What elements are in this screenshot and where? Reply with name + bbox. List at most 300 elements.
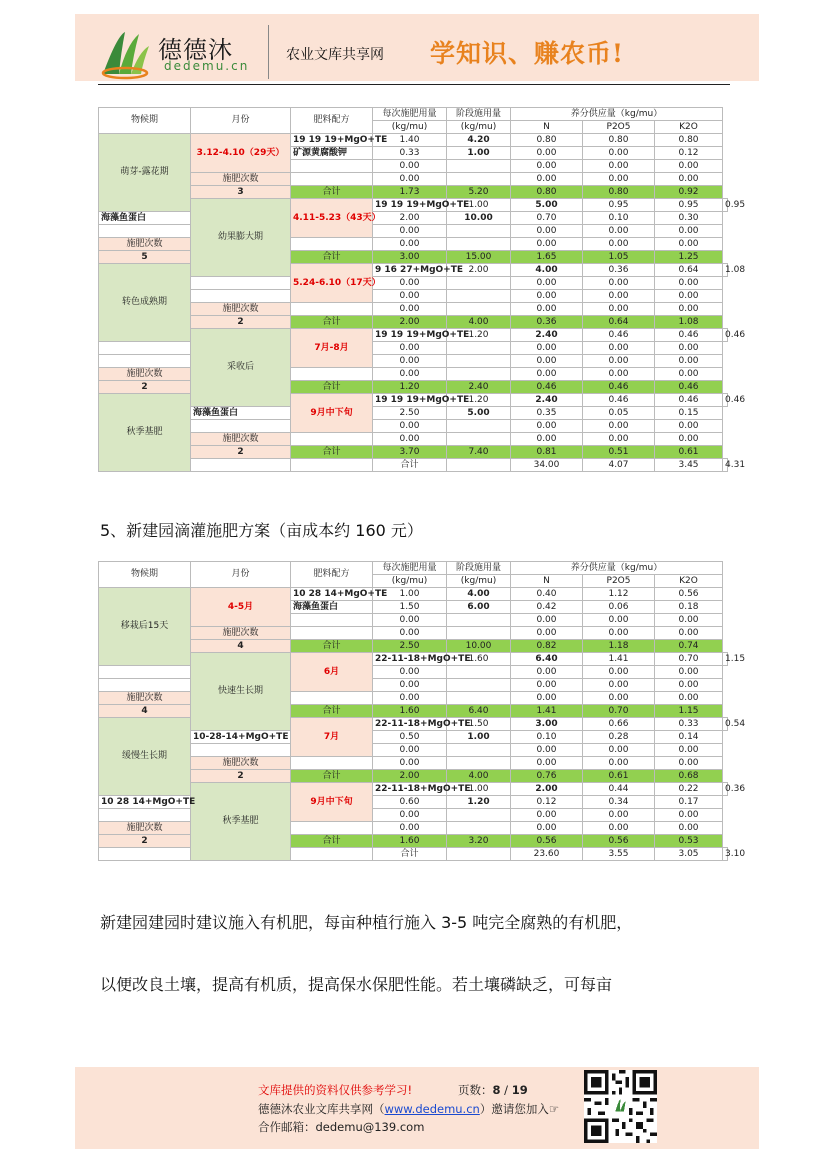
subtotal-row bbox=[99, 316, 728, 329]
subtotal-row bbox=[99, 446, 728, 459]
application-count-label: 施肥次数 bbox=[191, 433, 291, 446]
formula-cell bbox=[291, 433, 373, 446]
k2o-cell: 0.00 bbox=[655, 744, 723, 757]
grand-total-per-application bbox=[447, 848, 511, 861]
subtotal-n: 1.41 bbox=[511, 705, 583, 718]
col-header-nutrient: 养分供应量（kg/mu） bbox=[511, 108, 723, 121]
col-header-nutrient: 养分供应量（kg/mu） bbox=[511, 562, 723, 575]
subtotal-k2o: 1.15 bbox=[655, 705, 723, 718]
per-application-cell: 0.00 bbox=[373, 238, 447, 251]
subtotal-label: 合计 bbox=[291, 640, 373, 653]
table-row bbox=[99, 329, 728, 342]
per-application-cell: 1.40 bbox=[373, 134, 447, 147]
table-header-row bbox=[99, 108, 728, 121]
formula-cell bbox=[291, 627, 373, 640]
formula-cell bbox=[191, 744, 291, 757]
subtotal-label: 合计 bbox=[291, 251, 373, 264]
stage-cell: 快速生长期 bbox=[191, 653, 291, 731]
stage-amount-cell: 3.00 bbox=[511, 718, 583, 731]
stage-cell: 移栽后15天 bbox=[99, 588, 191, 666]
subtotal-n: 0.46 bbox=[511, 381, 583, 394]
subtotal-n: 0.76 bbox=[511, 770, 583, 783]
formula-cell: 19 19 19+MgO+TE bbox=[291, 134, 373, 147]
per-application-cell: 1.60 bbox=[447, 653, 511, 666]
application-count-value: 2 bbox=[99, 381, 191, 394]
subtotal-per-application: 1.60 bbox=[373, 835, 447, 848]
p2o5-cell: 0.00 bbox=[583, 744, 655, 757]
grand-total-n: 3.55 bbox=[583, 848, 655, 861]
formula-cell: 22-11-18+MgO+TE bbox=[373, 653, 447, 666]
table-row bbox=[99, 433, 728, 446]
subtotal-p2o5: 0.64 bbox=[583, 316, 655, 329]
p2o5-cell: 0.00 bbox=[583, 290, 655, 303]
k2o-cell: 0.00 bbox=[655, 433, 723, 446]
subtotal-n: 0.56 bbox=[511, 835, 583, 848]
grand-total-p2o5: 3.45 bbox=[655, 459, 723, 472]
subtotal-label: 合计 bbox=[291, 381, 373, 394]
p2o5-cell: 0.00 bbox=[583, 433, 655, 446]
p2o5-cell: 0.00 bbox=[583, 614, 655, 627]
subtotal-stage-amount: 10.00 bbox=[447, 640, 511, 653]
formula-cell: 矿源黄腐酸钾 bbox=[291, 147, 373, 160]
footer-email: 合作邮箱：dedemu@139.com bbox=[258, 1120, 425, 1134]
n-cell: 0.00 bbox=[511, 290, 583, 303]
k2o-cell: 0.30 bbox=[655, 212, 723, 225]
per-application-cell: 0.00 bbox=[373, 666, 447, 679]
n-cell: 0.00 bbox=[511, 147, 583, 160]
k2o-cell: 0.00 bbox=[655, 355, 723, 368]
stage-amount-cell: 1.20 bbox=[447, 796, 511, 809]
application-count-value: 3 bbox=[191, 186, 291, 199]
formula-cell bbox=[191, 290, 291, 303]
formula-cell: 19 19 19+MgO+TE bbox=[373, 329, 447, 342]
k2o-cell: 0.00 bbox=[655, 238, 723, 251]
p2o5-cell: 0.33 bbox=[655, 718, 723, 731]
n-cell: 0.40 bbox=[511, 588, 583, 601]
p2o5-cell: 0.00 bbox=[583, 160, 655, 173]
n-cell: 0.00 bbox=[511, 225, 583, 238]
n-cell: 0.44 bbox=[583, 783, 655, 796]
n-cell: 0.35 bbox=[511, 407, 583, 420]
stage-amount-cell: 5.00 bbox=[447, 407, 511, 420]
n-cell: 0.00 bbox=[511, 420, 583, 433]
stage-amount-cell bbox=[447, 822, 511, 835]
col-header-stage: 物候期 bbox=[99, 562, 191, 588]
n-cell: 0.00 bbox=[511, 303, 583, 316]
n-cell: 0.00 bbox=[511, 627, 583, 640]
k2o-cell: 0.14 bbox=[655, 731, 723, 744]
header-divider bbox=[268, 25, 269, 79]
formula-cell bbox=[291, 692, 373, 705]
subtotal-stage-amount: 4.00 bbox=[447, 316, 511, 329]
formula-cell bbox=[291, 757, 373, 770]
k2o-cell: 0.00 bbox=[655, 225, 723, 238]
formula-cell bbox=[99, 666, 191, 679]
per-application-cell: 0.00 bbox=[373, 679, 447, 692]
n-cell: 0.00 bbox=[511, 822, 583, 835]
per-application-cell: 2.00 bbox=[373, 212, 447, 225]
stage-amount-cell bbox=[447, 173, 511, 186]
stage-amount-cell: 2.40 bbox=[511, 329, 583, 342]
subtotal-per-application: 3.00 bbox=[373, 251, 447, 264]
p2o5-cell: 0.10 bbox=[583, 212, 655, 225]
application-count-label: 施肥次数 bbox=[191, 173, 291, 186]
subtotal-row bbox=[99, 770, 728, 783]
brand-domain: dedemu.cn bbox=[164, 59, 250, 73]
k2o-cell: 0.00 bbox=[655, 692, 723, 705]
subtotal-p2o5: 0.61 bbox=[583, 770, 655, 783]
n-cell: 0.66 bbox=[583, 718, 655, 731]
subtotal-k2o: 0.92 bbox=[655, 186, 723, 199]
k2o-cell: 0.00 bbox=[655, 614, 723, 627]
stage-amount-cell: 2.00 bbox=[511, 783, 583, 796]
n-cell: 0.00 bbox=[511, 614, 583, 627]
footer-page-number: 页数：8 / 19 bbox=[458, 1083, 528, 1097]
n-cell: 0.00 bbox=[511, 692, 583, 705]
application-count-value: 4 bbox=[191, 640, 291, 653]
p2o5-cell: 0.22 bbox=[655, 783, 723, 796]
application-count-label: 施肥次数 bbox=[99, 368, 191, 381]
header-rule bbox=[98, 84, 730, 85]
application-count-value: 2 bbox=[99, 835, 191, 848]
p2o5-cell: 0.70 bbox=[655, 653, 723, 666]
application-count-value: 2 bbox=[191, 770, 291, 783]
subtotal-k2o: 0.61 bbox=[655, 446, 723, 459]
grand-total-k2o: 3.10 bbox=[723, 848, 728, 861]
n-cell: 0.36 bbox=[583, 264, 655, 277]
per-application-cell: 0.33 bbox=[373, 147, 447, 160]
application-count-label: 施肥次数 bbox=[191, 303, 291, 316]
k2o-cell: 0.15 bbox=[655, 407, 723, 420]
formula-cell bbox=[291, 614, 373, 627]
table-row bbox=[99, 796, 728, 809]
subtotal-p2o5: 0.56 bbox=[583, 835, 655, 848]
subtotal-row bbox=[99, 186, 728, 199]
subtotal-p2o5: 0.70 bbox=[583, 705, 655, 718]
subtotal-n: 0.36 bbox=[511, 316, 583, 329]
subtotal-k2o: 0.74 bbox=[655, 640, 723, 653]
table-row bbox=[99, 290, 728, 303]
per-application-cell: 0.00 bbox=[373, 757, 447, 770]
subtotal-stage-amount: 15.00 bbox=[447, 251, 511, 264]
k2o-cell: 0.00 bbox=[655, 303, 723, 316]
stage-amount-cell bbox=[447, 679, 511, 692]
table-row bbox=[99, 588, 728, 601]
footer-site-link[interactable]: www.dedemu.cn bbox=[384, 1102, 480, 1116]
per-application-cell: 0.00 bbox=[373, 355, 447, 368]
per-application-cell: 1.20 bbox=[447, 329, 511, 342]
subtotal-p2o5: 0.80 bbox=[583, 186, 655, 199]
subtotal-p2o5: 1.18 bbox=[583, 640, 655, 653]
p2o5-cell: 0.00 bbox=[583, 355, 655, 368]
n-cell: 0.00 bbox=[511, 160, 583, 173]
p2o5-cell: 0.00 bbox=[583, 277, 655, 290]
subtotal-stage-amount: 5.20 bbox=[447, 186, 511, 199]
grand-total-spacer bbox=[291, 848, 373, 861]
paragraph-line-2: 以便改良土壤，提高有机质，提高保水保肥性能。若土壤磷缺乏，可每亩 bbox=[100, 975, 613, 994]
stage-amount-cell: 5.00 bbox=[511, 199, 583, 212]
n-cell: 0.00 bbox=[511, 744, 583, 757]
k2o-cell: 0.00 bbox=[655, 627, 723, 640]
table-row bbox=[99, 199, 728, 212]
n-cell: 0.00 bbox=[511, 433, 583, 446]
k2o-cell: 0.00 bbox=[655, 757, 723, 770]
n-cell: 1.41 bbox=[583, 653, 655, 666]
k2o-cell: 0.46 bbox=[723, 329, 728, 342]
col-header-month: 月份 bbox=[191, 108, 291, 134]
table-row bbox=[99, 420, 728, 433]
month-cell: 7月 bbox=[291, 718, 373, 757]
subtotal-per-application: 1.20 bbox=[373, 381, 447, 394]
application-count-label: 施肥次数 bbox=[99, 238, 191, 251]
p2o5-cell: 0.00 bbox=[583, 692, 655, 705]
n-cell: 0.95 bbox=[583, 199, 655, 212]
col-header-p2o5: P2O5 bbox=[583, 121, 655, 134]
per-application-cell: 1.00 bbox=[447, 199, 511, 212]
k2o-cell: 0.80 bbox=[655, 134, 723, 147]
col-header-n: N bbox=[511, 121, 583, 134]
stage-amount-cell: 1.00 bbox=[447, 147, 511, 160]
k2o-cell: 0.00 bbox=[655, 277, 723, 290]
k2o-cell: 0.36 bbox=[723, 783, 728, 796]
per-application-cell: 0.00 bbox=[373, 277, 447, 290]
per-application-cell: 0.00 bbox=[373, 614, 447, 627]
stage-amount-cell bbox=[447, 355, 511, 368]
table-row bbox=[99, 627, 728, 640]
p2o5-cell: 0.00 bbox=[583, 173, 655, 186]
stage-amount-cell bbox=[447, 303, 511, 316]
n-cell: 0.42 bbox=[511, 601, 583, 614]
formula-cell bbox=[99, 225, 191, 238]
k2o-cell: 0.00 bbox=[655, 342, 723, 355]
table-row bbox=[99, 783, 728, 796]
p2o5-cell: 0.00 bbox=[583, 225, 655, 238]
subtotal-stage-amount: 3.20 bbox=[447, 835, 511, 848]
table-row bbox=[99, 407, 728, 420]
table-header-row bbox=[99, 562, 728, 575]
qr-code-icon bbox=[584, 1070, 657, 1143]
formula-cell bbox=[291, 822, 373, 835]
grand-total-n: 4.07 bbox=[583, 459, 655, 472]
table-row bbox=[99, 277, 728, 290]
section-heading-5: 5、新建园滴灌施肥方案（亩成本约 160 元） bbox=[100, 521, 423, 540]
per-application-cell: 0.00 bbox=[373, 160, 447, 173]
per-application-cell: 1.20 bbox=[447, 394, 511, 407]
table-row bbox=[99, 303, 728, 316]
k2o-cell: 0.00 bbox=[655, 666, 723, 679]
site-name: 农业文库共享网 bbox=[286, 47, 384, 63]
p2o5-cell: 0.28 bbox=[583, 731, 655, 744]
grand-total-spacer bbox=[99, 848, 191, 861]
stage-amount-cell bbox=[447, 433, 511, 446]
p2o5-cell: 0.46 bbox=[655, 329, 723, 342]
subtotal-p2o5: 1.05 bbox=[583, 251, 655, 264]
p2o5-cell: 0.00 bbox=[583, 420, 655, 433]
grand-total-amount: 23.60 bbox=[511, 848, 583, 861]
month-cell: 4-5月 bbox=[191, 588, 291, 627]
formula-cell: 海藻鱼蛋白 bbox=[99, 212, 191, 225]
n-cell: 0.46 bbox=[583, 329, 655, 342]
col-header-per-application: 每次施肥用量 bbox=[373, 562, 447, 575]
per-application-cell: 0.50 bbox=[373, 731, 447, 744]
table-row bbox=[99, 653, 728, 666]
stage-cell: 采收后 bbox=[191, 329, 291, 407]
formula-cell bbox=[99, 342, 191, 355]
k2o-cell: 0.56 bbox=[655, 588, 723, 601]
k2o-cell: 0.00 bbox=[655, 822, 723, 835]
subtotal-label: 合计 bbox=[291, 835, 373, 848]
per-application-cell: 0.00 bbox=[373, 368, 447, 381]
p2o5-cell: 0.34 bbox=[583, 796, 655, 809]
subtotal-p2o5: 0.46 bbox=[583, 381, 655, 394]
subtotal-k2o: 1.25 bbox=[655, 251, 723, 264]
subtotal-row bbox=[99, 640, 728, 653]
p2o5-cell: 0.00 bbox=[583, 303, 655, 316]
k2o-cell: 0.00 bbox=[655, 679, 723, 692]
formula-cell: 海藻鱼蛋白 bbox=[191, 407, 291, 420]
col-header-k2o: K2O bbox=[655, 575, 723, 588]
formula-cell bbox=[291, 160, 373, 173]
subtotal-per-application: 3.70 bbox=[373, 446, 447, 459]
formula-cell bbox=[291, 173, 373, 186]
n-cell: 0.00 bbox=[511, 679, 583, 692]
per-application-cell: 0.00 bbox=[373, 433, 447, 446]
col-header-k2o: K2O bbox=[655, 121, 723, 134]
grand-total-p2o5: 3.05 bbox=[655, 848, 723, 861]
k2o-cell: 0.12 bbox=[655, 147, 723, 160]
formula-cell: 9 16 27+MgO+TE bbox=[373, 264, 447, 277]
p2o5-cell: 0.00 bbox=[583, 822, 655, 835]
grand-total-label: 合计 bbox=[373, 848, 447, 861]
k2o-cell: 0.00 bbox=[655, 173, 723, 186]
n-cell: 0.70 bbox=[511, 212, 583, 225]
stage-cell: 转色成熟期 bbox=[99, 264, 191, 342]
p2o5-cell: 0.00 bbox=[583, 666, 655, 679]
n-cell: 0.00 bbox=[511, 368, 583, 381]
k2o-cell: 0.18 bbox=[655, 601, 723, 614]
stage-cell: 幼果膨大期 bbox=[191, 199, 291, 277]
subtotal-k2o: 0.53 bbox=[655, 835, 723, 848]
per-application-cell: 2.50 bbox=[373, 407, 447, 420]
p2o5-cell: 0.00 bbox=[583, 627, 655, 640]
subtotal-per-application: 2.50 bbox=[373, 640, 447, 653]
stage-amount-cell bbox=[447, 627, 511, 640]
per-application-cell: 1.50 bbox=[447, 718, 511, 731]
formula-cell bbox=[99, 809, 191, 822]
p2o5-cell: 1.12 bbox=[583, 588, 655, 601]
col-header-stage-amount: 阶段施用量 bbox=[447, 562, 511, 575]
k2o-cell: 0.00 bbox=[655, 290, 723, 303]
per-application-cell: 0.00 bbox=[373, 303, 447, 316]
subtotal-k2o: 1.08 bbox=[655, 316, 723, 329]
p2o5-cell: 0.64 bbox=[655, 264, 723, 277]
paragraph-line-1: 新建园建园时建议施入有机肥，每亩种植行施入 3-5 吨完全腐熟的有机肥， bbox=[100, 913, 633, 932]
n-cell: 0.12 bbox=[511, 796, 583, 809]
formula-cell bbox=[191, 420, 291, 433]
per-application-cell: 0.00 bbox=[373, 809, 447, 822]
formula-cell: 10 28 14+MgO+TE bbox=[99, 796, 191, 809]
k2o-cell: 1.15 bbox=[723, 653, 728, 666]
col-header-formula: 肥料配方 bbox=[291, 562, 373, 588]
grand-total-amount: 34.00 bbox=[511, 459, 583, 472]
stage-amount-cell: 2.40 bbox=[511, 394, 583, 407]
stage-cell: 秋季基肥 bbox=[191, 783, 291, 861]
per-application-cell: 0.60 bbox=[373, 796, 447, 809]
stage-amount-cell bbox=[447, 277, 511, 290]
formula-cell bbox=[291, 303, 373, 316]
k2o-cell: 0.46 bbox=[723, 394, 728, 407]
formula-cell bbox=[291, 368, 373, 381]
k2o-cell: 0.00 bbox=[655, 809, 723, 822]
stage-amount-cell: 4.00 bbox=[447, 588, 511, 601]
per-application-cell: 1.00 bbox=[373, 588, 447, 601]
subtotal-p2o5: 0.51 bbox=[583, 446, 655, 459]
brand-name: 德德沐 bbox=[158, 36, 233, 64]
p2o5-cell: 0.00 bbox=[583, 238, 655, 251]
stage-amount-cell bbox=[447, 342, 511, 355]
subtotal-label: 合计 bbox=[291, 446, 373, 459]
p2o5-cell: 0.00 bbox=[583, 342, 655, 355]
month-cell: 5.24-6.10（17天） bbox=[291, 264, 373, 303]
col-header-n: N bbox=[511, 575, 583, 588]
month-cell: 9月中下旬 bbox=[291, 394, 373, 433]
stage-amount-cell bbox=[447, 290, 511, 303]
per-application-cell: 0.00 bbox=[373, 627, 447, 640]
col-header-per-application: 每次施肥用量 bbox=[373, 108, 447, 121]
subtotal-stage-amount: 6.40 bbox=[447, 705, 511, 718]
application-count-label: 施肥次数 bbox=[99, 822, 191, 835]
per-application-cell: 1.00 bbox=[447, 783, 511, 796]
stage-amount-cell bbox=[447, 614, 511, 627]
grand-total-spacer bbox=[291, 459, 373, 472]
per-application-cell: 2.00 bbox=[447, 264, 511, 277]
stage-amount-cell bbox=[447, 368, 511, 381]
grand-total-spacer bbox=[191, 459, 291, 472]
table-row bbox=[99, 744, 728, 757]
formula-cell bbox=[191, 277, 291, 290]
formula-cell: 19 19 19+MgO+TE bbox=[373, 394, 447, 407]
n-cell: 0.00 bbox=[511, 173, 583, 186]
n-cell: 0.00 bbox=[511, 355, 583, 368]
p2o5-cell: 0.46 bbox=[655, 394, 723, 407]
col-header-unit: (kg/mu) bbox=[447, 121, 511, 134]
subtotal-label: 合计 bbox=[291, 705, 373, 718]
stage-amount-cell: 4.00 bbox=[511, 264, 583, 277]
per-application-cell: 0.00 bbox=[373, 225, 447, 238]
n-cell: 0.10 bbox=[511, 731, 583, 744]
subtotal-label: 合计 bbox=[291, 770, 373, 783]
stage-cell: 秋季基肥 bbox=[99, 394, 191, 472]
stage-amount-cell bbox=[447, 809, 511, 822]
application-count-value: 4 bbox=[99, 705, 191, 718]
formula-cell: 22-11-18+MgO+TE bbox=[373, 718, 447, 731]
stage-amount-cell bbox=[447, 238, 511, 251]
month-cell: 6月 bbox=[291, 653, 373, 692]
formula-cell: 19 19 19+MgO+TE bbox=[373, 199, 447, 212]
n-cell: 0.80 bbox=[511, 134, 583, 147]
subtotal-per-application: 2.00 bbox=[373, 316, 447, 329]
subtotal-n: 0.80 bbox=[511, 186, 583, 199]
p2o5-cell: 0.05 bbox=[583, 407, 655, 420]
formula-cell: 10-28-14+MgO+TE bbox=[191, 731, 291, 744]
formula-cell: 10 28 14+MgO+TE bbox=[291, 588, 373, 601]
stage-amount-cell bbox=[447, 757, 511, 770]
application-count-label: 施肥次数 bbox=[191, 627, 291, 640]
formula-cell: 22-11-18+MgO+TE bbox=[373, 783, 447, 796]
stage-amount-cell bbox=[447, 420, 511, 433]
p2o5-cell: 0.00 bbox=[583, 368, 655, 381]
table-row bbox=[99, 757, 728, 770]
